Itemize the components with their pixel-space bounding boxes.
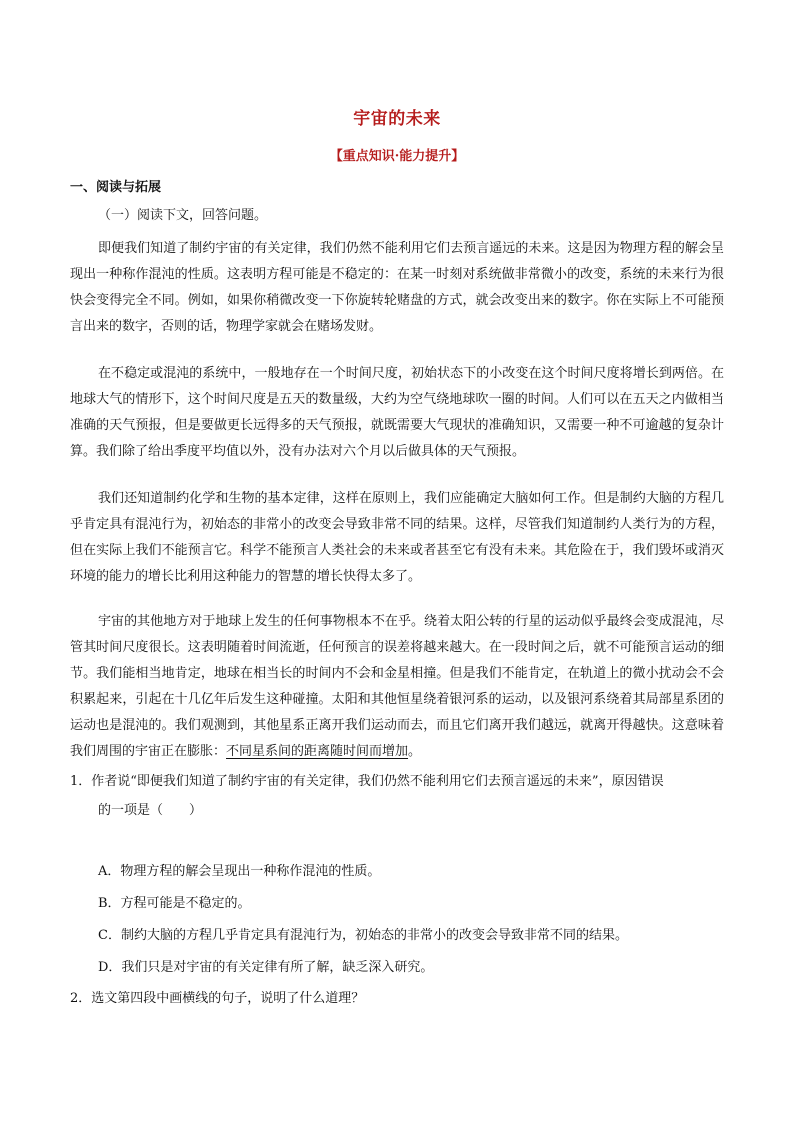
paragraph-1: 即便我们知道了制约宇宙的有关定律，我们仍然不能利用它们去预言遥远的未来。这是因为物理方程的解会呈现出一种称作混沌的性质。这表明方程可能是不稳定的：在某一时刻对系统做非常微小的改变，系统的未来行为很快会变得完全不同。例如，如果你稍微改变一下你旋转轮赌盘的方式，就会改变出来的数字。你在实际上不可能预言出来的数字，否则的话，物理学家就会在赌场发财。	[70, 241, 724, 334]
paragraph-2: 在不稳定或混沌的系统中，一般地存在一个时间尺度，初始状态下的小改变在这个时间尺度将增长到两倍。在地球大气的情形下，这个时间尺度是五天的数量级，大约为空气绕地球吹一圈的时间。人们可以在五天之内做相当准确的天气预报，但是要做更长远得多的天气预报，就既需要大气现状的准确知识，又需要一种不可逾越的复杂计算。我们除了给出季度平均值以外，没有办法对六个月以后做具体的天气预报。	[70, 366, 724, 459]
option-d: D．我们只是对宇宙的有关定律有所了解，缺乏深入研究。	[98, 960, 434, 975]
paragraph-4-text: 宇宙的其他地方对于地球上发生的任何事物根本不在乎。绕着太阳公转的行星的运动似乎最终会变成混沌，尽管其时间尺度很长。这表明随着时间流逝，任何预言的误差将越来越大。在一段时间之后，就不可能预言运动的细节。我们能相当地肯定，地球在相当长的时间内不会和金星相撞。但是我们不能肯定，在轨道上的微小扰动会不会积累起来，引起在十几亿年后发生这种碰撞。太阳和其他恒星绕着银河系的运动，以及银河系绕着其局部星系团的运动也是混沌的。我们观测到，其他星系正离开我们运动而去，而且它们离开我们越远，就离开得越快。这意味着我们周围的宇宙正在膨胀：	[70, 614, 724, 759]
reading-instruction: （一）阅读下文，回答问题。	[98, 208, 268, 223]
option-b: B．方程可能是不稳定的。	[98, 896, 251, 911]
document-subtitle: 【重点知识·能力提升】	[329, 149, 465, 164]
option-a: A．物理方程的解会呈现出一种称作混沌的性质。	[98, 864, 381, 879]
document-title: 宇宙的未来	[353, 109, 441, 129]
question-2: 2．选文第四段中画横线的句子，说明了什么道理？	[70, 991, 365, 1006]
question-1: 1．作者说“即便我们知道了制约宇宙的有关定律，我们仍然不能利用它们去预言遥远的未来”，原因错误	[70, 774, 664, 789]
underlined-sentence: 不同星系间的距离随时间而增加	[226, 744, 409, 759]
paragraph-4-end: 。	[408, 744, 422, 759]
section-heading: 一、阅读与拓展	[70, 180, 162, 195]
option-c: C．制约大脑的方程几乎肯定具有混沌行为，初始态的非常小的改变会导致非常不同的结果。	[98, 928, 628, 943]
paragraph-3: 我们还知道制约化学和生物的基本定律，这样在原则上，我们应能确定大脑如何工作。但是制约大脑的方程几乎肯定具有混沌行为，初始态的非常小的改变会导致非常不同的结果。这样，尽管我们知道制约人类行为的方程，但在实际上我们不能预言它。科学不能预言人类社会的未来或者甚至它有没有未来。其危险在于，我们毁坏或消灭环境的能力的增长比利用这种能力的智慧的增长快得太多了。	[70, 491, 724, 584]
paragraph-4	[70, 609, 724, 765]
question-1-continued: 的一项是（ ）	[98, 803, 203, 818]
